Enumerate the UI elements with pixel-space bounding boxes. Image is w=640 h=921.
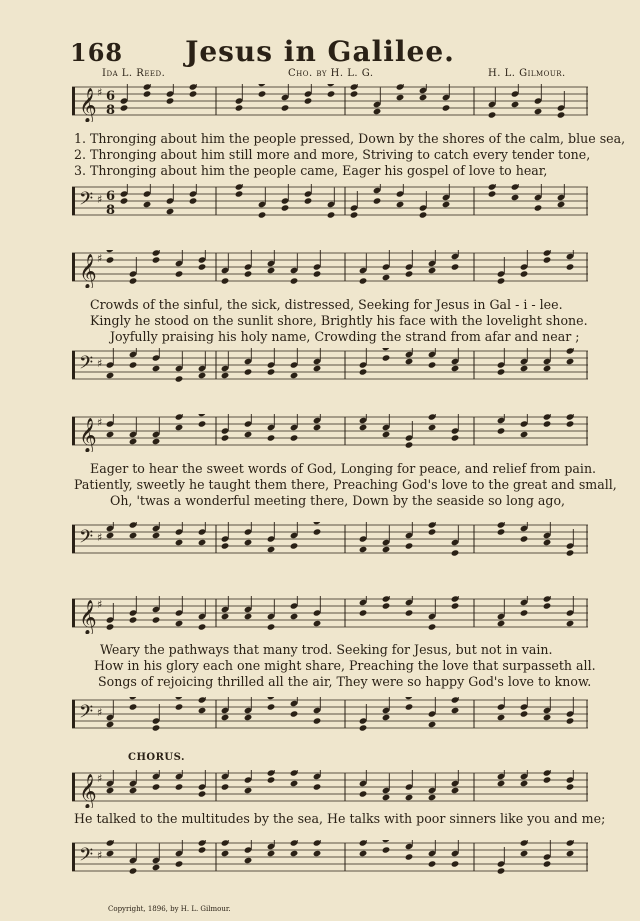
svg-text:𝄢: 𝄢 [79, 353, 94, 378]
svg-text:♯: ♯ [97, 849, 103, 862]
svg-text:♯: ♯ [97, 193, 103, 206]
bass-staff [72, 348, 588, 386]
svg-text:𝄞: 𝄞 [79, 774, 97, 808]
bass-staff [72, 840, 588, 878]
lyric-line: 1. Thronging about him the people pressed, Down by the shores of the calm, blue sea, [74, 131, 626, 146]
lyric-line: Oh, 'twas a wonderful meeting there, Down by the seaside so long ago, [110, 493, 566, 508]
svg-text:♯: ♯ [97, 772, 103, 785]
lyric-line: Patiently, sweetly he taught them there, Preaching God's love to the great and small, [74, 477, 617, 492]
treble-staff [72, 596, 588, 634]
lyric-line: 3. Thronging about him the people came, Eager his gospel of love to hear, [74, 163, 548, 178]
svg-text:𝄢: 𝄢 [79, 845, 94, 870]
lyric-line: Weary the pathways that many trod. Seeking for Jesus, but not in vain. [100, 642, 553, 657]
svg-text:6: 6 [106, 189, 116, 204]
bass-staff [72, 697, 588, 735]
lyric-line: How in his glory each one might share, Preaching the love that surpasseth all. [94, 658, 596, 673]
lyric-line: 2. Thronging about him still more and more, Striving to catch every tender tone, [74, 147, 591, 162]
svg-text:𝄢: 𝄢 [79, 189, 94, 214]
lyric-line: Joyfully praising his holy name, Crowding the strand from afar and near ; [110, 329, 580, 344]
svg-text:𝄞: 𝄞 [79, 418, 97, 452]
lyric-line: Songs of rejoicing thrilled all the air, They were so happy God's love to know. [98, 674, 592, 689]
words-credit: Ida L. Reed. [102, 68, 166, 79]
lyric-line: Crowds of the sinful, the sick, distressed, Seeking for Jesus in Gal - i - lee. [90, 297, 563, 312]
lyric-line: Eager to hear the sweet words of God, Longing for peace, and relief from pain. [90, 461, 597, 476]
svg-text:♯: ♯ [97, 252, 103, 265]
lyric-line: Kingly he stood on the sunlit shore, Brightly his face with the lovelight shone. [90, 313, 588, 328]
svg-text:♯: ♯ [97, 706, 103, 719]
treble-staff [72, 770, 588, 808]
lyric-line: He talked to the multitudes by the sea, He talks with poor sinners like you and me; [74, 811, 606, 826]
copyright-notice: Copyright, 1896, by H. L. Gilmour. [108, 905, 231, 913]
svg-text:𝄢: 𝄢 [79, 527, 94, 552]
treble-staff [72, 414, 588, 452]
svg-text:𝄞: 𝄞 [79, 88, 97, 122]
treble-staff [72, 84, 588, 122]
treble-staff [72, 250, 588, 288]
svg-text:8: 8 [106, 103, 116, 118]
svg-text:6: 6 [106, 89, 116, 104]
svg-text:♯: ♯ [97, 86, 103, 99]
bass-staff [72, 184, 588, 222]
hymn-title: Jesus in Galilee. [185, 35, 455, 68]
chorus-label: CHORUS. [128, 752, 185, 763]
svg-text:♯: ♯ [97, 598, 103, 611]
svg-text:♯: ♯ [97, 357, 103, 370]
bass-staff [72, 522, 588, 560]
music-credit: H. L. Gilmour. [488, 68, 566, 79]
svg-text:♯: ♯ [97, 531, 103, 544]
svg-text:8: 8 [106, 203, 116, 218]
chorus-credit: Cho. by H. L. G. [288, 68, 374, 79]
svg-text:𝄞: 𝄞 [79, 600, 97, 634]
svg-text:♯: ♯ [97, 416, 103, 429]
svg-text:𝄞: 𝄞 [79, 254, 97, 288]
svg-text:𝄢: 𝄢 [79, 702, 94, 727]
page-number: 168 [70, 38, 124, 67]
